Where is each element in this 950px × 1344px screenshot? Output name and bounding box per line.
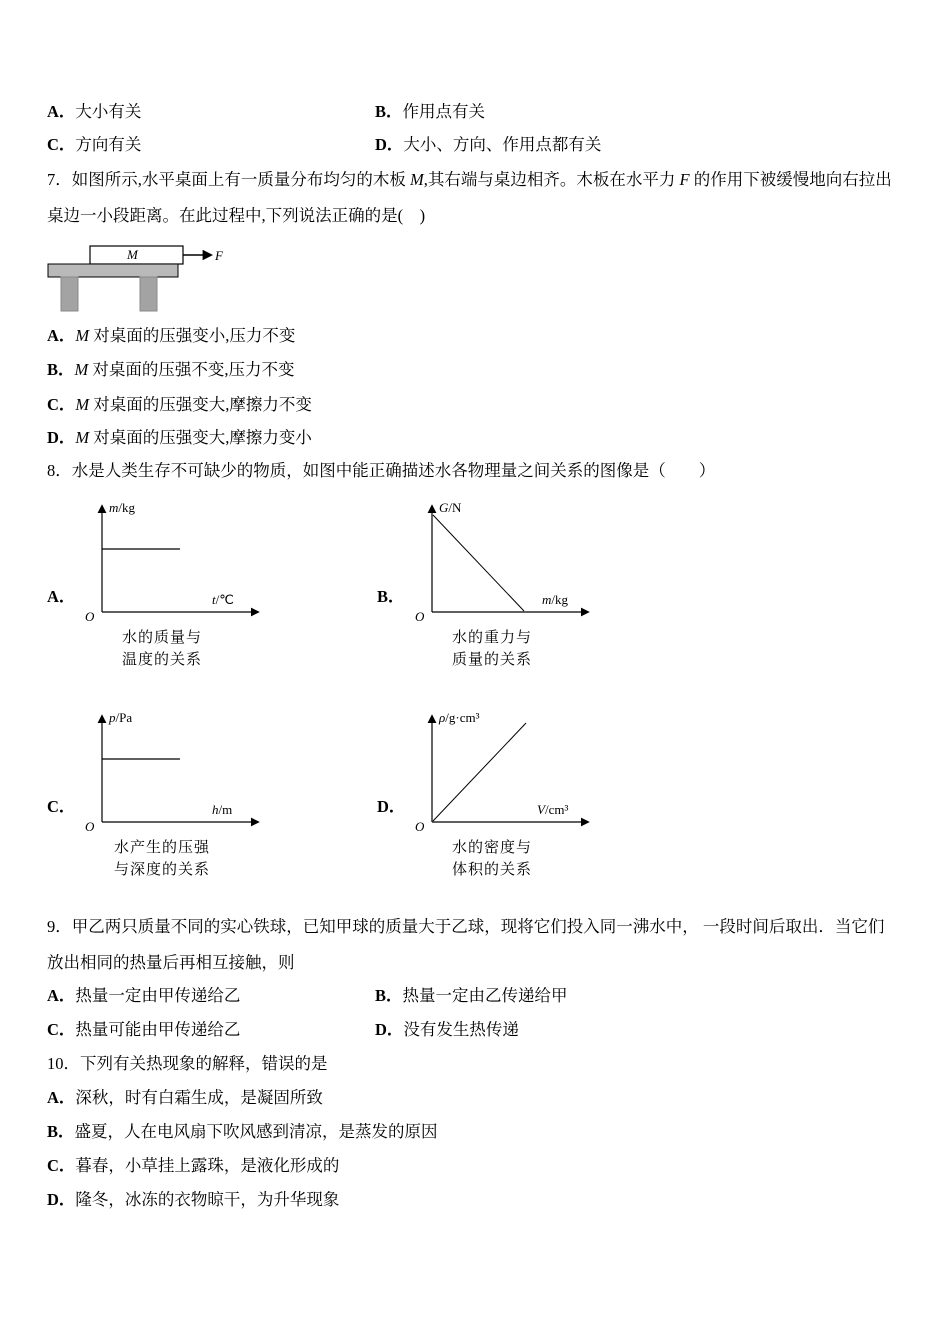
q7-stem-line2: 桌边一小段距离。在此过程中,下列说法正确的是( )	[47, 206, 426, 225]
graph-b-caption-2: 质量的关系	[451, 652, 532, 668]
q7-figure-board-on-table	[45, 238, 225, 320]
origin-label: O	[415, 609, 425, 624]
option-letter: D．	[47, 428, 76, 447]
option-letter: A．	[47, 986, 76, 1005]
y-axis-label: p/Pa	[109, 710, 133, 725]
q8-stem: 8．水是人类生存不可缺少的物质，如图中能正确描述水各物理量之间关系的图像是（ ）	[47, 461, 716, 480]
graph-a-letter: A．	[47, 587, 76, 606]
option-letter: C．	[47, 1156, 76, 1175]
option-text: 热量一定由甲传递给乙	[75, 986, 241, 1005]
graph-c-pressure-vs-depth	[72, 707, 272, 832]
graph-c-letter: C．	[47, 797, 76, 816]
graph-d-caption-1: 水的密度与	[451, 840, 532, 856]
option-letter: D．	[375, 1020, 404, 1039]
option-letter: A．	[47, 102, 76, 121]
q9-option-b	[375, 986, 568, 1007]
y-axis-label: ρ/g·cm³	[439, 710, 480, 725]
option-letter: C．	[47, 395, 76, 414]
graph-a-caption-1: 水的质量与	[121, 630, 202, 646]
q7-option-c	[47, 395, 312, 416]
x-axis-label: h/m	[212, 802, 233, 817]
force-label: F	[215, 248, 223, 263]
q6-option-d	[375, 135, 601, 156]
q7-option-d	[47, 428, 312, 449]
option-text: 盛夏，人在电风扇下吹风感到清凉，是蒸发的原因	[74, 1122, 438, 1141]
tabletop	[48, 264, 178, 277]
q6-option-a	[47, 102, 141, 123]
q6-option-b	[375, 102, 485, 123]
stem-text: ,其右端与桌边相齐。木板在水平力	[423, 170, 680, 189]
y-axis-label: G/N	[439, 500, 462, 515]
option-text: 没有发生热传递	[403, 1020, 519, 1039]
graph-c-caption-2: 与深度的关系	[113, 862, 210, 878]
option-text: 方向有关	[75, 135, 142, 154]
q10-option-c	[47, 1156, 339, 1177]
x-axis-label: m/kg	[542, 592, 569, 607]
q9-stem-line1: 9．甲乙两只质量不同的实心铁球，已知甲球的质量大于乙球，现将它们投入同一沸水中， 一段时间后取出．当它们	[47, 917, 885, 936]
option-text: 大小、方向、作用点都有关	[403, 135, 602, 154]
board-label: M	[127, 247, 138, 262]
variable-m: M	[75, 395, 90, 414]
graph-d-density-vs-volume	[402, 707, 602, 832]
q10-option-a	[47, 1088, 323, 1109]
option-text: 深秋，时有白霜生成，是凝固所致	[75, 1088, 323, 1107]
origin-label: O	[85, 609, 95, 624]
q10-stem: 10．下列有关热现象的解释，错误的是	[47, 1054, 328, 1073]
option-text: 对桌面的压强不变,压力不变	[88, 360, 295, 379]
origin-label: O	[415, 819, 425, 834]
variable-m: M	[74, 360, 89, 379]
graph-b-weight-vs-mass	[402, 497, 602, 622]
option-text: 热量一定由乙传递给甲	[402, 986, 568, 1005]
data-line-decreasing	[433, 515, 524, 611]
option-text: 作用点有关	[402, 102, 486, 121]
variable-m: M	[75, 428, 90, 447]
q7-option-a	[47, 326, 295, 347]
variable-f: F	[679, 170, 690, 189]
option-letter: C．	[47, 135, 76, 154]
option-letter: D．	[47, 1190, 76, 1209]
q7-stem-line1	[47, 170, 892, 191]
option-letter: C．	[47, 1020, 76, 1039]
data-line-increasing	[433, 723, 526, 821]
table-leg-left	[61, 277, 78, 311]
graph-c-caption-1: 水产生的压强	[113, 840, 210, 856]
option-text: 对桌面的压强变大,摩擦力不变	[89, 395, 312, 414]
q6-option-c	[47, 135, 141, 156]
stem-text: 7．如图所示,水平桌面上有一质量分布均匀的木板	[47, 170, 410, 189]
q9-option-c	[47, 1020, 240, 1041]
x-axis-label: t/℃	[212, 592, 234, 607]
option-letter: B．	[375, 986, 403, 1005]
q9-option-d	[375, 1020, 519, 1041]
option-letter: D．	[375, 135, 404, 154]
variable-m: M	[75, 326, 90, 345]
option-text: 大小有关	[75, 102, 142, 121]
q10-option-d	[47, 1190, 339, 1211]
option-letter: B．	[47, 360, 75, 379]
option-letter: A．	[47, 326, 76, 345]
graph-d-caption-2: 体积的关系	[451, 862, 532, 878]
option-letter: A．	[47, 1088, 76, 1107]
variable-m: M	[410, 170, 424, 189]
graph-a-caption-2: 温度的关系	[121, 652, 202, 668]
option-text: 热量可能由甲传递给乙	[75, 1020, 241, 1039]
graph-b-letter: B．	[377, 587, 405, 606]
q9-option-a	[47, 986, 240, 1007]
graph-d-letter: D．	[377, 797, 406, 816]
option-text: 隆冬，冰冻的衣物晾干，为升华现象	[75, 1190, 340, 1209]
table-leg-right	[140, 277, 157, 311]
option-letter: B．	[375, 102, 403, 121]
y-axis-label: m/kg	[109, 500, 136, 515]
q10-option-b	[47, 1122, 438, 1143]
stem-text: 的作用下被缓慢地向右拉出	[689, 170, 892, 189]
option-letter: B．	[47, 1122, 75, 1141]
x-axis-label: V/cm³	[537, 802, 569, 817]
q7-option-b	[47, 360, 295, 381]
graph-b-caption-1: 水的重力与	[451, 630, 532, 646]
option-text: 对桌面的压强变大,摩擦力变小	[89, 428, 312, 447]
origin-label: O	[85, 819, 95, 834]
option-text: 对桌面的压强变小,压力不变	[89, 326, 296, 345]
option-text: 暮春，小草挂上露珠，是液化形成的	[75, 1156, 340, 1175]
q9-stem-line2: 放出相同的热量后再相互接触，则	[47, 953, 295, 972]
graph-a-mass-vs-temperature	[72, 497, 272, 622]
